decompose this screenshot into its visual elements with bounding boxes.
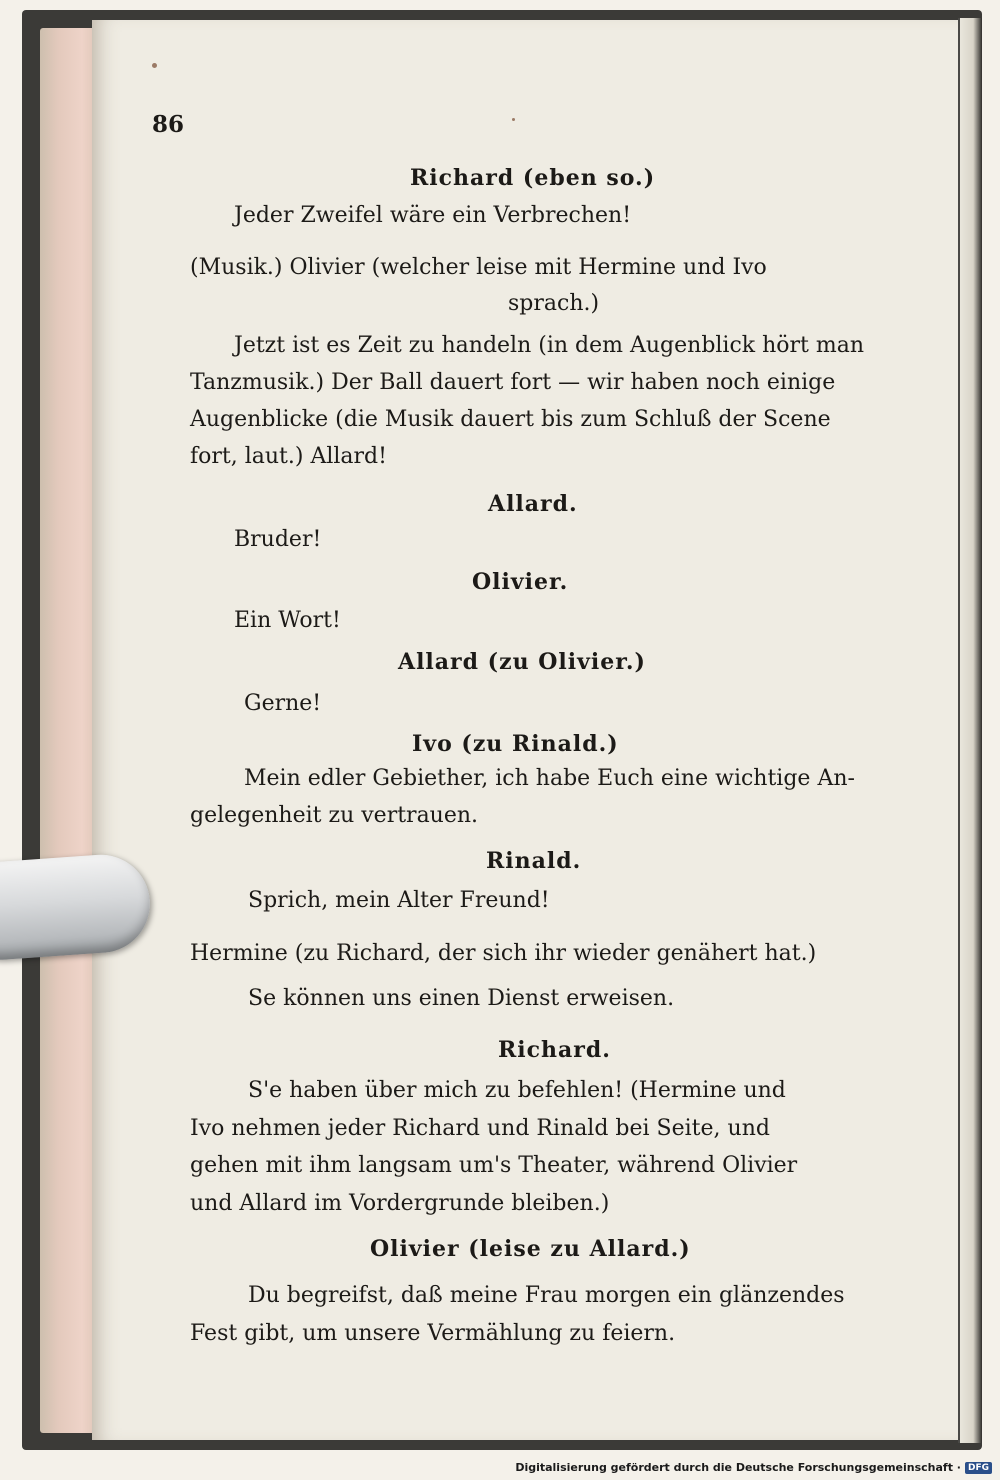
line: Fest gibt, um unsere Vermählung zu feiern. <box>190 1321 676 1346</box>
footer-credit: Digitalisierung gefördert durch die Deutsche Forschungsgemeinschaft · <box>515 1461 961 1474</box>
line: Richard. <box>498 1037 611 1063</box>
line: Hermine (zu Richard, der sich ihr wieder genähert hat.) <box>190 941 817 966</box>
line: gelegenheit zu vertrauen. <box>190 803 479 828</box>
line: Olivier. <box>472 569 569 595</box>
page-number: 86 <box>152 111 185 138</box>
book-page <box>92 20 960 1440</box>
line: fort, laut.) Allard! <box>190 444 387 469</box>
line: Ivo (zu Rinald.) <box>412 731 619 757</box>
page-edges <box>40 28 100 1433</box>
line: Richard (eben so.) <box>410 165 656 191</box>
line: Olivier (leise zu Allard.) <box>370 1236 691 1262</box>
line: Bruder! <box>234 527 322 552</box>
line: gehen mit ihm langsam um's Theater, während Olivier <box>190 1153 798 1178</box>
paper-speck <box>512 118 515 121</box>
line: Allard. <box>488 491 578 517</box>
line: Ivo nehmen jeder Richard und Rinald bei Seite, und <box>190 1116 770 1141</box>
line: Jetzt ist es Zeit zu handeln (in dem Augenblick hört man <box>234 333 865 358</box>
digitization-footer <box>515 1461 992 1474</box>
line: (Musik.) Olivier (welcher leise mit Hermine und Ivo <box>190 255 767 280</box>
line: Ein Wort! <box>234 608 341 633</box>
line: Sprich, mein Alter Freund! <box>248 888 550 913</box>
line: Tanzmusik.) Der Ball dauert fort — wir haben noch einige <box>190 370 836 395</box>
line: Jeder Zweifel wäre ein Verbrechen! <box>234 203 632 228</box>
line: sprach.) <box>508 291 600 316</box>
line: Se können uns einen Dienst erweisen. <box>248 986 675 1011</box>
line: Du begreifst, daß meine Frau morgen ein glänzendes <box>248 1283 845 1308</box>
dfg-logo-icon: DFG <box>965 1462 992 1474</box>
line: Allard (zu Olivier.) <box>398 649 646 675</box>
line: Augenblicke (die Musik dauert bis zum Schluß der Scene <box>190 407 831 432</box>
paper-speck <box>152 63 157 68</box>
facing-page-edge <box>960 18 982 1443</box>
line: Mein edler Gebiether, ich habe Euch eine wichtige An- <box>244 766 855 791</box>
line: S'e haben über mich zu befehlen! (Hermine und <box>248 1078 786 1103</box>
line: Rinald. <box>486 848 582 874</box>
line: und Allard im Vordergrunde bleiben.) <box>190 1191 610 1216</box>
line: Gerne! <box>244 691 322 716</box>
